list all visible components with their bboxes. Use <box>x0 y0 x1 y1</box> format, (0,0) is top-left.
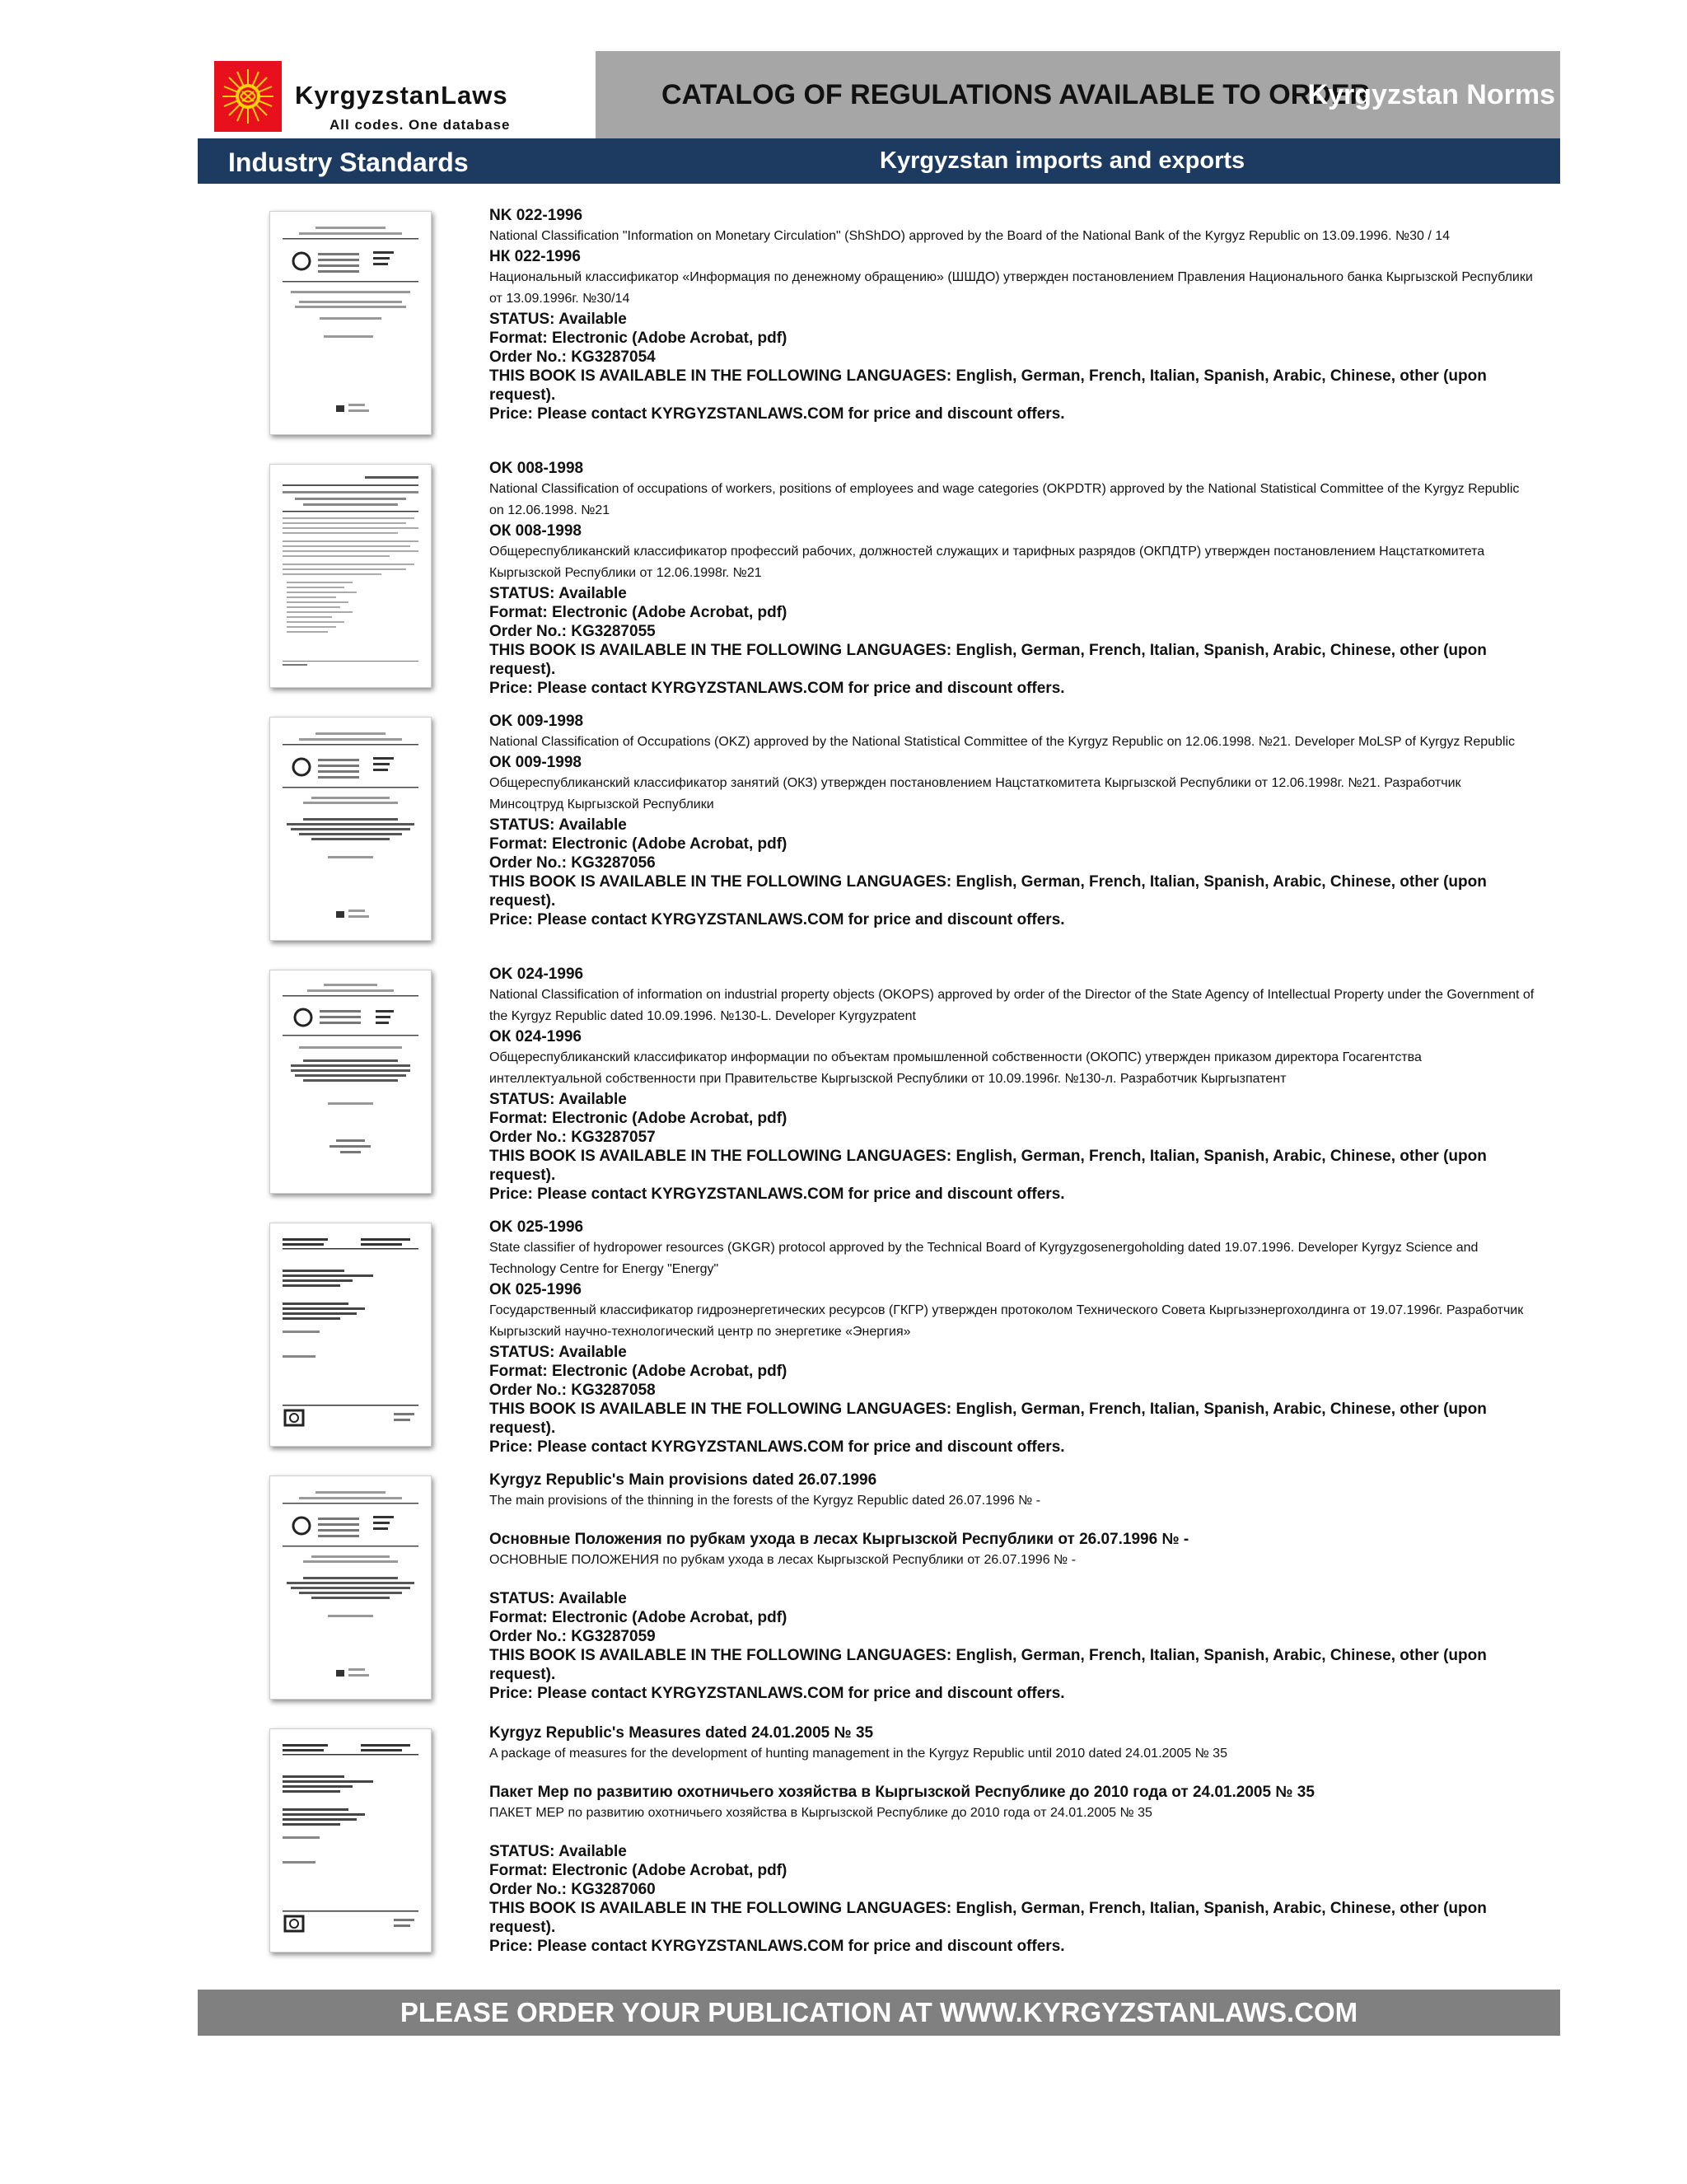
languages-text: THIS BOOK IS AVAILABLE IN THE FOLLOWING LANGUAGES: English, German, French, Italian, Spanish, Arabic, Chinese, other (upon request). <box>489 873 1487 910</box>
regulation-code-ru: ОК 024-1996 <box>489 1028 582 1045</box>
status-text: STATUS: Available <box>489 816 627 834</box>
price-text: Price: Please contact KYRGYZSTANLAWS.COM for price and discount offers. <box>489 1186 1065 1203</box>
regulation-title-ru: Общереспубликанский классификатор профессий рабочих, должностей служащих и тарифных разрядов (ОКПДТР) утвержден постановлением Нацстаткомитета Кыргызской Республики от 12.06.1998г. №21 <box>489 545 1485 580</box>
regulation-code-ru: ОК 008-1998 <box>489 522 582 540</box>
languages-text: THIS BOOK IS AVAILABLE IN THE FOLLOWING LANGUAGES: English, German, French, Italian, Spanish, Arabic, Chinese, other (upon request). <box>489 1900 1487 1936</box>
catalog-title: CATALOG OF REGULATIONS AVAILABLE TO ORDER <box>661 79 1371 110</box>
industry-label: Industry Standards <box>228 147 469 177</box>
regulation-title-en: The main provisions of the thinning in the forests of the Kyrgyz Republic dated 26.07.1996 № - <box>489 1494 1041 1508</box>
status-text: STATUS: Available <box>489 311 627 328</box>
section-label: Kyrgyzstan imports and exports <box>880 147 1245 174</box>
format-text: Format: Electronic (Adobe Acrobat, pdf) <box>489 1862 787 1879</box>
kyrgyz-flag-icon <box>214 61 282 132</box>
format-text: Format: Electronic (Adobe Acrobat, pdf) <box>489 604 787 621</box>
regulation-title-en: National Classification of occupations of workers, positions of employees and wage categories (OKPDTR) approved by the National Statistical Committee of the Kyrgyz Republic on 12.06.1998. №21 <box>489 482 1520 517</box>
regulation-title-ru: Общереспубликанский классификатор занятий (ОКЗ) утвержден постановлением Нацстаткомитета Кыргызской Республики от 12.06.1998г. №21. Разработчик Минсоцтруд Кыргызской Республики <box>489 776 1461 811</box>
regulation-title-ru: Национальный классификатор «Информация по денежному обращению» (ШШДО) утвержден постановлением Правления Национального банка Кыргызской Республики от 13.09.1996г. №30/14 <box>489 270 1533 306</box>
order-number: Order No.: KG3287059 <box>489 1628 656 1645</box>
price-text: Price: Please contact KYRGYZSTANLAWS.COM for price and discount offers. <box>489 1938 1065 1955</box>
regulation-code-en: Kyrgyz Republic's Main provisions dated 26.07.1996 <box>489 1471 877 1489</box>
catalog-title-band <box>596 51 1560 138</box>
spacer <box>489 1824 1535 1842</box>
regulation-title-ru: Государственный классификатор гидроэнергетических ресурсов (ГКГР) утвержден протоколом Технического Совета Кыргызэнергохолдинга от 19.07.1996г. Разработчик Кыргызский научно-технологический центр по энергетике «Энергия» <box>489 1303 1524 1339</box>
price-text: Price: Please contact KYRGYZSTANLAWS.COM for price and discount offers. <box>489 1685 1065 1702</box>
regulation-title-en: State classifier of hydropower resources (GKGR) protocol approved by the Technical Board of Kyrgyzgosenergoholding dated 19.07.1996. Developer Kyrgyz Science and Technology Centre for Energy "Energy" <box>489 1241 1479 1276</box>
list-item <box>198 965 1560 1218</box>
status-text: STATUS: Available <box>489 1344 627 1361</box>
order-number: Order No.: KG3287055 <box>489 623 656 640</box>
regulation-code-en: OK 024-1996 <box>489 966 584 983</box>
document-cover-thumbnail[interactable] <box>269 1223 432 1447</box>
regulation-title-en: National Classification "Information on Monetary Circulation" (ShShDO) approved by the Board of the National Bank of the Kyrgyz Republic on 13.09.1996. №30 / 14 <box>489 229 1451 243</box>
price-text: Price: Please contact KYRGYZSTANLAWS.COM for price and discount offers. <box>489 1438 1065 1456</box>
document-cover-thumbnail[interactable] <box>269 1475 432 1700</box>
price-text: Price: Please contact KYRGYZSTANLAWS.COM for price and discount offers. <box>489 680 1065 697</box>
brand-tagline: All codes. One database <box>329 117 511 133</box>
list-item <box>198 1471 1560 1723</box>
section-band <box>198 138 1560 184</box>
format-text: Format: Electronic (Adobe Acrobat, pdf) <box>489 1110 787 1127</box>
list-item <box>198 1723 1560 1976</box>
regulation-code-ru: Пакет Мер по развитию охотничьего хозяйства в Кыргызской Республике до 2010 года от 24.01.2005 № 35 <box>489 1784 1315 1801</box>
document-cover-thumbnail[interactable] <box>269 970 432 1194</box>
format-text: Format: Electronic (Adobe Acrobat, pdf) <box>489 1609 787 1626</box>
regulation-code-en: OK 009-1998 <box>489 713 584 730</box>
document-cover-thumbnail[interactable] <box>269 464 432 688</box>
regulation-title-ru: Общереспубликанский классификатор информации по объектам промышленной собственности (ОКОПС) утвержден приказом директора Госагентства интеллектуальной собственности при Правительстве Кыргызской Республики от 10.09.1996г. №130-л. Разработчик Кыргызпатент <box>489 1050 1422 1086</box>
spacer <box>489 1571 1535 1589</box>
languages-text: THIS BOOK IS AVAILABLE IN THE FOLLOWING LANGUAGES: English, German, French, Italian, Spanish, Arabic, Chinese, other (upon request). <box>489 642 1487 678</box>
regulation-title-en: National Classification of information on industrial property objects (OKOPS) approved by order of the Director of the State Agency of Intellectual Property under the Government of the Kyrgyz Republic dated 10.09.1996. №130-L. Developer Kyrgyzpatent <box>489 988 1535 1023</box>
languages-text: THIS BOOK IS AVAILABLE IN THE FOLLOWING LANGUAGES: English, German, French, Italian, Spanish, Arabic, Chinese, other (upon request). <box>489 1647 1487 1683</box>
list-item <box>198 206 1560 459</box>
order-cta-banner[interactable] <box>198 1990 1560 2036</box>
regulation-title-en: National Classification of Occupations (OKZ) approved by the National Statistical Committee of the Kyrgyz Republic on 12.06.1998. №21. Developer MoLSP of Kyrgyz Republic <box>489 735 1516 749</box>
list-item <box>198 459 1560 712</box>
order-number: Order No.: KG3287060 <box>489 1881 656 1898</box>
spacer <box>489 1512 1535 1530</box>
page-header <box>198 51 1560 138</box>
list-item <box>198 712 1560 965</box>
norms-label: Kyrgyzstan Norms <box>1307 79 1555 110</box>
languages-text: THIS BOOK IS AVAILABLE IN THE FOLLOWING LANGUAGES: English, German, French, Italian, Spanish, Arabic, Chinese, other (upon request). <box>489 1401 1487 1437</box>
document-cover-thumbnail[interactable] <box>269 211 432 435</box>
regulation-code-ru: ОК 025-1996 <box>489 1281 582 1298</box>
status-text: STATUS: Available <box>489 1843 627 1860</box>
document-cover-thumbnail[interactable] <box>269 1728 432 1953</box>
brand-name: KyrgyzstanLaws <box>295 81 508 110</box>
regulation-code-en: NK 022-1996 <box>489 207 583 224</box>
order-cta-text[interactable]: PLEASE ORDER YOUR PUBLICATION AT WWW.KYRGYZSTANLAWS.COM <box>400 1997 1358 2027</box>
order-number: Order No.: KG3287056 <box>489 854 656 872</box>
regulation-code-ru: НК 022-1996 <box>489 248 581 265</box>
regulation-code-ru: ОК 009-1998 <box>489 754 582 771</box>
regulation-code-en: OK 008-1998 <box>489 460 584 477</box>
regulation-code-ru: Основные Положения по рубкам ухода в лесах Кыргызской Республики от 26.07.1996 № - <box>489 1531 1189 1548</box>
document-cover-thumbnail[interactable] <box>269 717 432 941</box>
price-text: Price: Please contact KYRGYZSTANLAWS.COM for price and discount offers. <box>489 405 1065 423</box>
spacer <box>489 1765 1535 1783</box>
regulation-list <box>198 206 1560 1976</box>
status-text: STATUS: Available <box>489 1590 627 1607</box>
brand-logo[interactable] <box>198 51 593 138</box>
price-text: Price: Please contact KYRGYZSTANLAWS.COM for price and discount offers. <box>489 911 1065 928</box>
format-text: Format: Electronic (Adobe Acrobat, pdf) <box>489 835 787 853</box>
format-text: Format: Electronic (Adobe Acrobat, pdf) <box>489 1363 787 1380</box>
format-text: Format: Electronic (Adobe Acrobat, pdf) <box>489 330 787 347</box>
status-text: STATUS: Available <box>489 1091 627 1108</box>
order-number: Order No.: KG3287058 <box>489 1382 656 1399</box>
regulation-code-en: OK 025-1996 <box>489 1218 584 1236</box>
languages-text: THIS BOOK IS AVAILABLE IN THE FOLLOWING LANGUAGES: English, German, French, Italian, Spanish, Arabic, Chinese, other (upon request). <box>489 1148 1487 1184</box>
regulation-code-en: Kyrgyz Republic's Measures dated 24.01.2005 № 35 <box>489 1724 874 1742</box>
regulation-title-ru: ОСНОВНЫЕ ПОЛОЖЕНИЯ по рубкам ухода в лесах Кыргызской Республики от 26.07.1996 № - <box>489 1553 1076 1567</box>
order-number: Order No.: KG3287057 <box>489 1129 656 1146</box>
regulation-title-ru: ПАКЕТ МЕР по развитию охотничьего хозяйства в Кыргызской Республике до 2010 года от 24.01.2005 № 35 <box>489 1806 1152 1820</box>
list-item <box>198 1218 1560 1471</box>
status-text: STATUS: Available <box>489 585 627 602</box>
regulation-title-en: A package of measures for the development of hunting management in the Kyrgyz Republic until 2010 dated 24.01.2005 № 35 <box>489 1747 1227 1761</box>
order-number: Order No.: KG3287054 <box>489 348 656 366</box>
languages-text: THIS BOOK IS AVAILABLE IN THE FOLLOWING LANGUAGES: English, German, French, Italian, Spanish, Arabic, Chinese, other (upon request). <box>489 367 1487 404</box>
